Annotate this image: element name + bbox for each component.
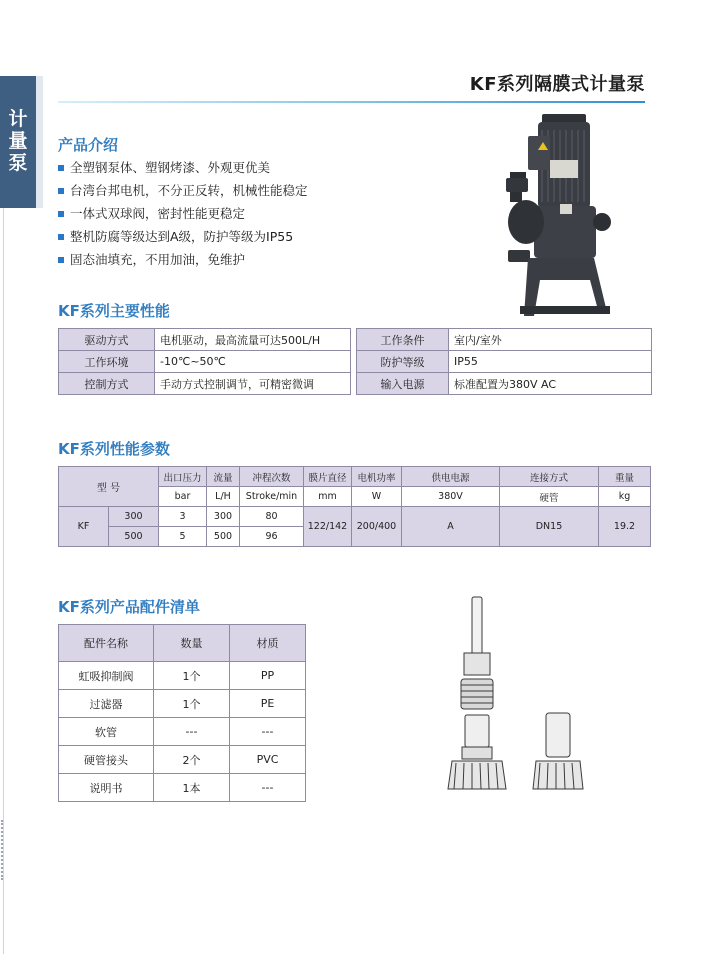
table-cell: 硬管接头 xyxy=(59,746,154,774)
unit-cell: 硬管 xyxy=(500,487,599,507)
table-row xyxy=(59,373,351,395)
perf-key: 工作环境 xyxy=(59,351,155,373)
table-cell: 300 xyxy=(207,507,240,527)
spec-table xyxy=(58,466,651,547)
table-cell: PE xyxy=(230,690,306,718)
table-row xyxy=(59,690,306,718)
feature-text: 一体式双球阀，密封性能更稳定 xyxy=(70,206,246,221)
table-cell: --- xyxy=(230,774,306,802)
table-cell: 1个 xyxy=(154,690,230,718)
column-header: 电机功率 xyxy=(352,467,402,487)
feature-text: 全塑钢泵体、塑钢烤漆、外观更优美 xyxy=(70,160,271,175)
table-cell: PP xyxy=(230,662,306,690)
unit-cell: L/H xyxy=(207,487,240,507)
column-header: 流量 xyxy=(207,467,240,487)
column-header: 重量 xyxy=(599,467,651,487)
column-header: 材质 xyxy=(230,625,306,662)
table-row xyxy=(59,662,306,690)
table-cell: 过滤器 xyxy=(59,690,154,718)
perf-value: 室内/室外 xyxy=(449,329,652,351)
table-cell: 80 xyxy=(240,507,304,527)
table-row xyxy=(59,746,306,774)
accessory-parts-image xyxy=(442,593,592,798)
table-row xyxy=(59,718,306,746)
feature-item xyxy=(58,202,308,225)
table-cell: PVC xyxy=(230,746,306,774)
valve-assembly xyxy=(448,597,506,789)
parts-table xyxy=(58,624,306,802)
merged-cell: 122/142 xyxy=(304,507,352,547)
column-header: 数量 xyxy=(154,625,230,662)
table-cell: 500 xyxy=(207,527,240,547)
table-row xyxy=(357,329,652,351)
perf-key: 控制方式 xyxy=(59,373,155,395)
table-row xyxy=(59,507,651,527)
table-cell: 2个 xyxy=(154,746,230,774)
perf-value: 电机驱动，最高流量可达500L/H xyxy=(155,329,351,351)
table-cell: 96 xyxy=(240,527,304,547)
side-category-tab xyxy=(0,76,43,208)
perf-value: 手动方式控制调节，可精密微调 xyxy=(155,373,351,395)
merged-cell: 19.2 xyxy=(599,507,651,547)
feature-item xyxy=(58,179,308,202)
parts-heading: KF系列产品配件清单 xyxy=(58,598,200,616)
unit-cell: W xyxy=(352,487,402,507)
unit-cell: bar xyxy=(159,487,207,507)
column-header: 出口压力 xyxy=(159,467,207,487)
series-cell: KF xyxy=(59,507,109,547)
feature-text: 固态油填充，不用加油，免维护 xyxy=(70,252,246,267)
square-bullet-icon xyxy=(58,257,64,263)
params-heading: KF系列性能参数 xyxy=(58,440,170,458)
model-cell: 500 xyxy=(109,527,159,547)
square-bullet-icon xyxy=(58,188,64,194)
table-row xyxy=(357,351,652,373)
perf-value: -10℃~50℃ xyxy=(155,351,351,373)
table-cell: 1个 xyxy=(154,662,230,690)
table-cell: 3 xyxy=(159,507,207,527)
side-category-label: 计量泵 xyxy=(8,108,28,174)
title-underline xyxy=(58,101,645,103)
feature-text: 整机防腐等级达到A级，防护等级为IP55 xyxy=(70,229,294,244)
page-title: KF系列隔膜式计量泵 xyxy=(469,74,645,95)
column-header: 供电电源 xyxy=(402,467,500,487)
table-cell: 软管 xyxy=(59,718,154,746)
side-tab-notch-shade xyxy=(36,76,43,208)
performance-table-right xyxy=(356,328,652,395)
perf-key: 驱动方式 xyxy=(59,329,155,351)
column-header: 膜片直径 xyxy=(304,467,352,487)
column-header: 配件名称 xyxy=(59,625,154,662)
feature-list xyxy=(58,156,308,271)
perf-key: 工作条件 xyxy=(357,329,449,351)
table-cell: 虹吸抑制阀 xyxy=(59,662,154,690)
feature-text: 台湾台邦电机，不分正反转，机械性能稳定 xyxy=(70,183,308,198)
perf-value: IP55 xyxy=(449,351,652,373)
model-header: 型 号 xyxy=(59,467,159,507)
feature-item xyxy=(58,225,308,248)
metering-pump-photo xyxy=(498,110,614,325)
table-row xyxy=(357,373,652,395)
table-cell: --- xyxy=(230,718,306,746)
table-cell: 说明书 xyxy=(59,774,154,802)
filter-part xyxy=(533,713,583,789)
perf-value: 标准配置为380V AC xyxy=(449,373,652,395)
table-row xyxy=(59,774,306,802)
table-cell: 1本 xyxy=(154,774,230,802)
performance-heading: KF系列主要性能 xyxy=(58,302,170,320)
perf-key: 输入电源 xyxy=(357,373,449,395)
table-row xyxy=(59,351,351,373)
square-bullet-icon xyxy=(58,165,64,171)
feature-item xyxy=(58,156,308,179)
unit-cell: 380V xyxy=(402,487,500,507)
unit-cell: Stroke/min xyxy=(240,487,304,507)
unit-cell: mm xyxy=(304,487,352,507)
model-cell: 300 xyxy=(109,507,159,527)
feature-item xyxy=(58,248,308,271)
side-dotted-mark xyxy=(1,820,5,880)
column-header: 连接方式 xyxy=(500,467,599,487)
square-bullet-icon xyxy=(58,234,64,240)
square-bullet-icon xyxy=(58,211,64,217)
performance-table-left xyxy=(58,328,351,395)
merged-cell: DN15 xyxy=(500,507,599,547)
table-cell: 5 xyxy=(159,527,207,547)
column-header: 冲程次数 xyxy=(240,467,304,487)
table-cell: --- xyxy=(154,718,230,746)
merged-cell: 200/400 xyxy=(352,507,402,547)
merged-cell: A xyxy=(402,507,500,547)
table-row xyxy=(59,329,351,351)
table-header-row xyxy=(59,625,306,662)
perf-key: 防护等级 xyxy=(357,351,449,373)
intro-heading: 产品介绍 xyxy=(58,136,119,154)
unit-cell: kg xyxy=(599,487,651,507)
table-header-row xyxy=(59,467,651,487)
